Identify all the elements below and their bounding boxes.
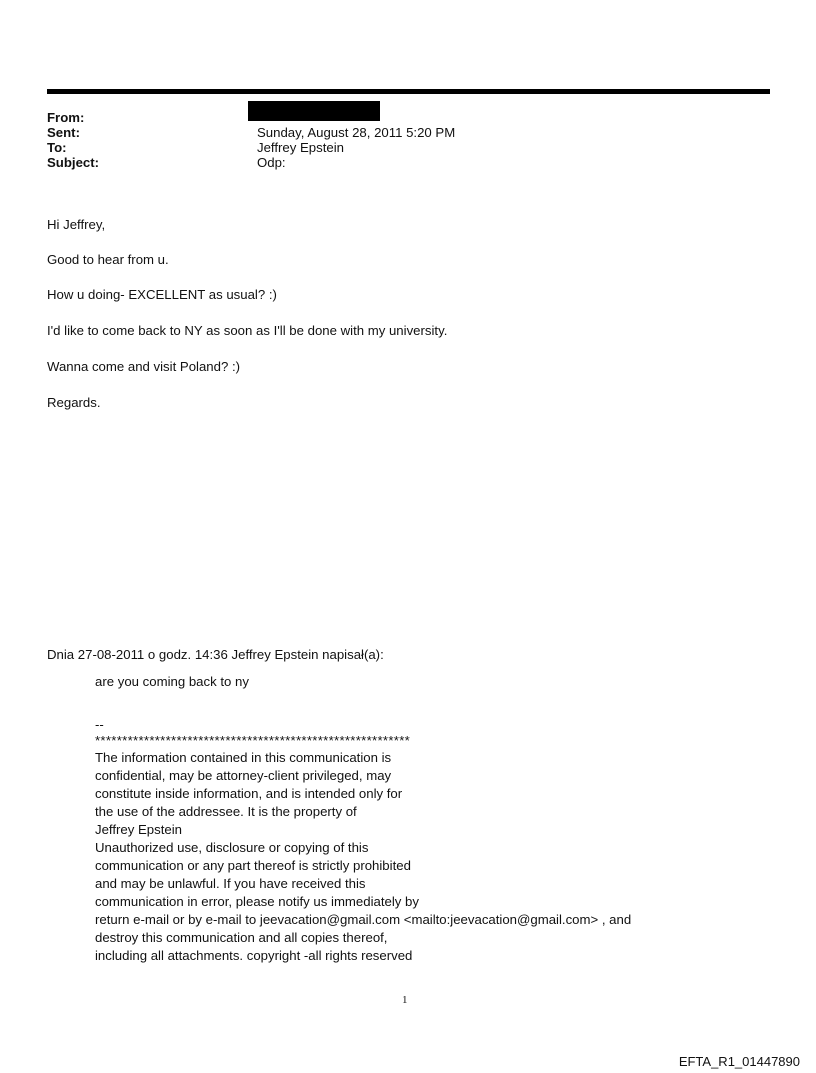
- sent-value: Sunday, August 28, 2011 5:20 PM: [257, 125, 456, 140]
- page-number: 1: [402, 994, 408, 1006]
- bates-number: EFTA_R1_01447890: [678, 1054, 800, 1069]
- body-line: Hi Jeffrey,: [47, 217, 106, 232]
- disclaimer-line: the use of the addressee. It is the property of: [95, 804, 357, 819]
- to-label: To:: [47, 140, 67, 155]
- disclaimer-line: including all attachments. copyright -all rights reserved: [95, 948, 413, 963]
- disclaimer-line: communication in error, please notify us immediately by: [95, 894, 419, 909]
- body-line: How u doing- EXCELLENT as usual? :): [47, 287, 277, 302]
- subject-value: Odp:: [257, 155, 286, 170]
- signature-separator: --: [95, 717, 104, 732]
- body-line: Regards.: [47, 395, 101, 410]
- quoted-message: are you coming back to ny: [95, 674, 249, 689]
- to-value: Jeffrey Epstein: [257, 140, 344, 155]
- header-rule: [47, 89, 770, 94]
- disclaimer-line: communication or any part thereof is strictly prohibited: [95, 858, 411, 873]
- from-label: From:: [47, 110, 85, 125]
- disclaimer-line: The information contained in this communication is: [95, 750, 392, 765]
- disclaimer-line: and may be unlawful. If you have received this: [95, 876, 366, 891]
- quote-intro: Dnia 27-08-2011 o godz. 14:36 Jeffrey Epstein napisał(a):: [47, 647, 384, 662]
- disclaimer-line: constitute inside information, and is intended only for: [95, 786, 403, 801]
- body-line: Wanna come and visit Poland? :): [47, 359, 241, 374]
- disclaimer-line: Jeffrey Epstein: [95, 822, 182, 837]
- disclaimer-line: Unauthorized use, disclosure or copying of this: [95, 840, 369, 855]
- asterisk-line: **********************************************************: [95, 733, 411, 748]
- body-line: Good to hear from u.: [47, 252, 169, 267]
- disclaimer-line: confidential, may be attorney-client privileged, may: [95, 768, 392, 783]
- disclaimer-line: return e-mail or by e-mail to jeevacation@gmail.com <mailto:jeevacation@gmail.com> , and: [95, 912, 632, 927]
- sent-label: Sent:: [47, 125, 80, 140]
- redacted-sender: [248, 101, 380, 121]
- disclaimer-line: destroy this communication and all copies thereof,: [95, 930, 388, 945]
- body-line: I'd like to come back to NY as soon as I'll be done with my university.: [47, 323, 448, 338]
- subject-label: Subject:: [47, 155, 100, 170]
